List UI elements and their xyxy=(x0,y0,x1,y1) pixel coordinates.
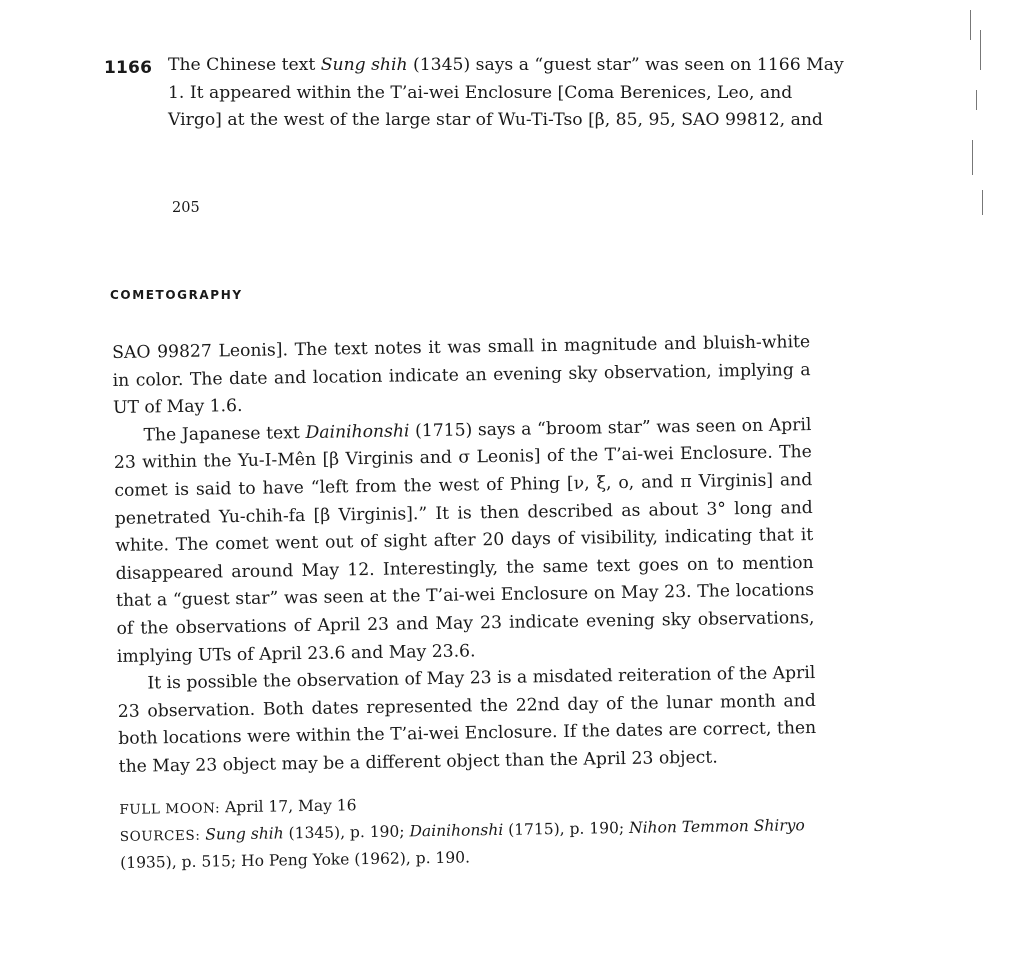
text-span: The Chinese text xyxy=(168,55,321,75)
text-span: (1345) says a “guest star” was seen on 1166 May xyxy=(407,55,844,75)
entry-header-text xyxy=(168,52,852,135)
paragraph-2 xyxy=(113,412,815,671)
italic-title: Dainihonshi xyxy=(305,421,410,443)
entry-line-1 xyxy=(168,52,852,80)
entry-number: 1166 xyxy=(104,58,153,78)
italic-title: Sung shih xyxy=(320,55,408,75)
text-span: (1935), p. 515; Ho Peng Yoke (1962), p. 190. xyxy=(120,847,471,872)
scan-edge-noise xyxy=(966,0,996,220)
italic-title: Dainihonshi xyxy=(409,820,504,840)
italic-title: Sung shih xyxy=(205,823,284,844)
page-number: 205 xyxy=(172,200,200,216)
text-span: (1715), p. 190; xyxy=(503,818,630,839)
paragraph-3: It is possible the observation of May 23 is a misdated reiteration of the April 23 observation. Both dates represented the 22nd day of the lunar month and both locations were within the T’ai-wei Enclosure. If the dates are correct, then the May 23 object may be a different object than the April 23 object. xyxy=(117,663,817,777)
text-span: (1715) says a “broom star” was seen on April 23 within the Yu-I-Mên [β Virginis and σ Leonis] of the T’ai-wei Enclosure. The comet is said to have “left from the west of Phing [ν, ξ, o, and π Virginis] and penetrated Yu-chih-fa [β Virginis].” It is then described as about 3° long and white. The comet went out of sight after 20 days of visibility, indicating that it disappeared around May 12. Interestingly, the same text goes on to mention that a “guest star” was seen at the T’ai-wei Enclosure on May 23. The locations of the observations of April 23 and May 23 indicate evening sky observations, implying UTs of April 23.6 and May 23.6. xyxy=(113,414,815,667)
entry-line-3: Virgo] at the west of the large star of Wu-Ti-Tso [β, 85, 95, SAO 99812, and xyxy=(168,110,823,131)
paragraph-1: SAO 99827 Leonis]. The text notes it was small in magnitude and bluish-white in color. The date and location indicate an evening sky observation, implying a UT of May 1.6. xyxy=(112,332,811,419)
entry-line-2: 1. It appeared within the T’ai-wei Enclosure [Coma Berenices, Leo, and xyxy=(168,82,793,103)
notes-block xyxy=(119,784,818,875)
full-moon-text: April 17, May 16 xyxy=(220,795,357,816)
text-span: The Japanese text xyxy=(143,422,306,446)
sources-label: SOURCES: xyxy=(119,827,201,845)
body-text xyxy=(112,329,818,875)
sources-line xyxy=(120,811,819,875)
italic-title: Nihon Temmon Shiryo xyxy=(628,815,805,837)
full-moon-label: FULL MOON: xyxy=(119,799,221,818)
text-span: (1345), p. 190; xyxy=(283,821,410,842)
running-head: COMETOGRAPHY xyxy=(110,288,243,302)
